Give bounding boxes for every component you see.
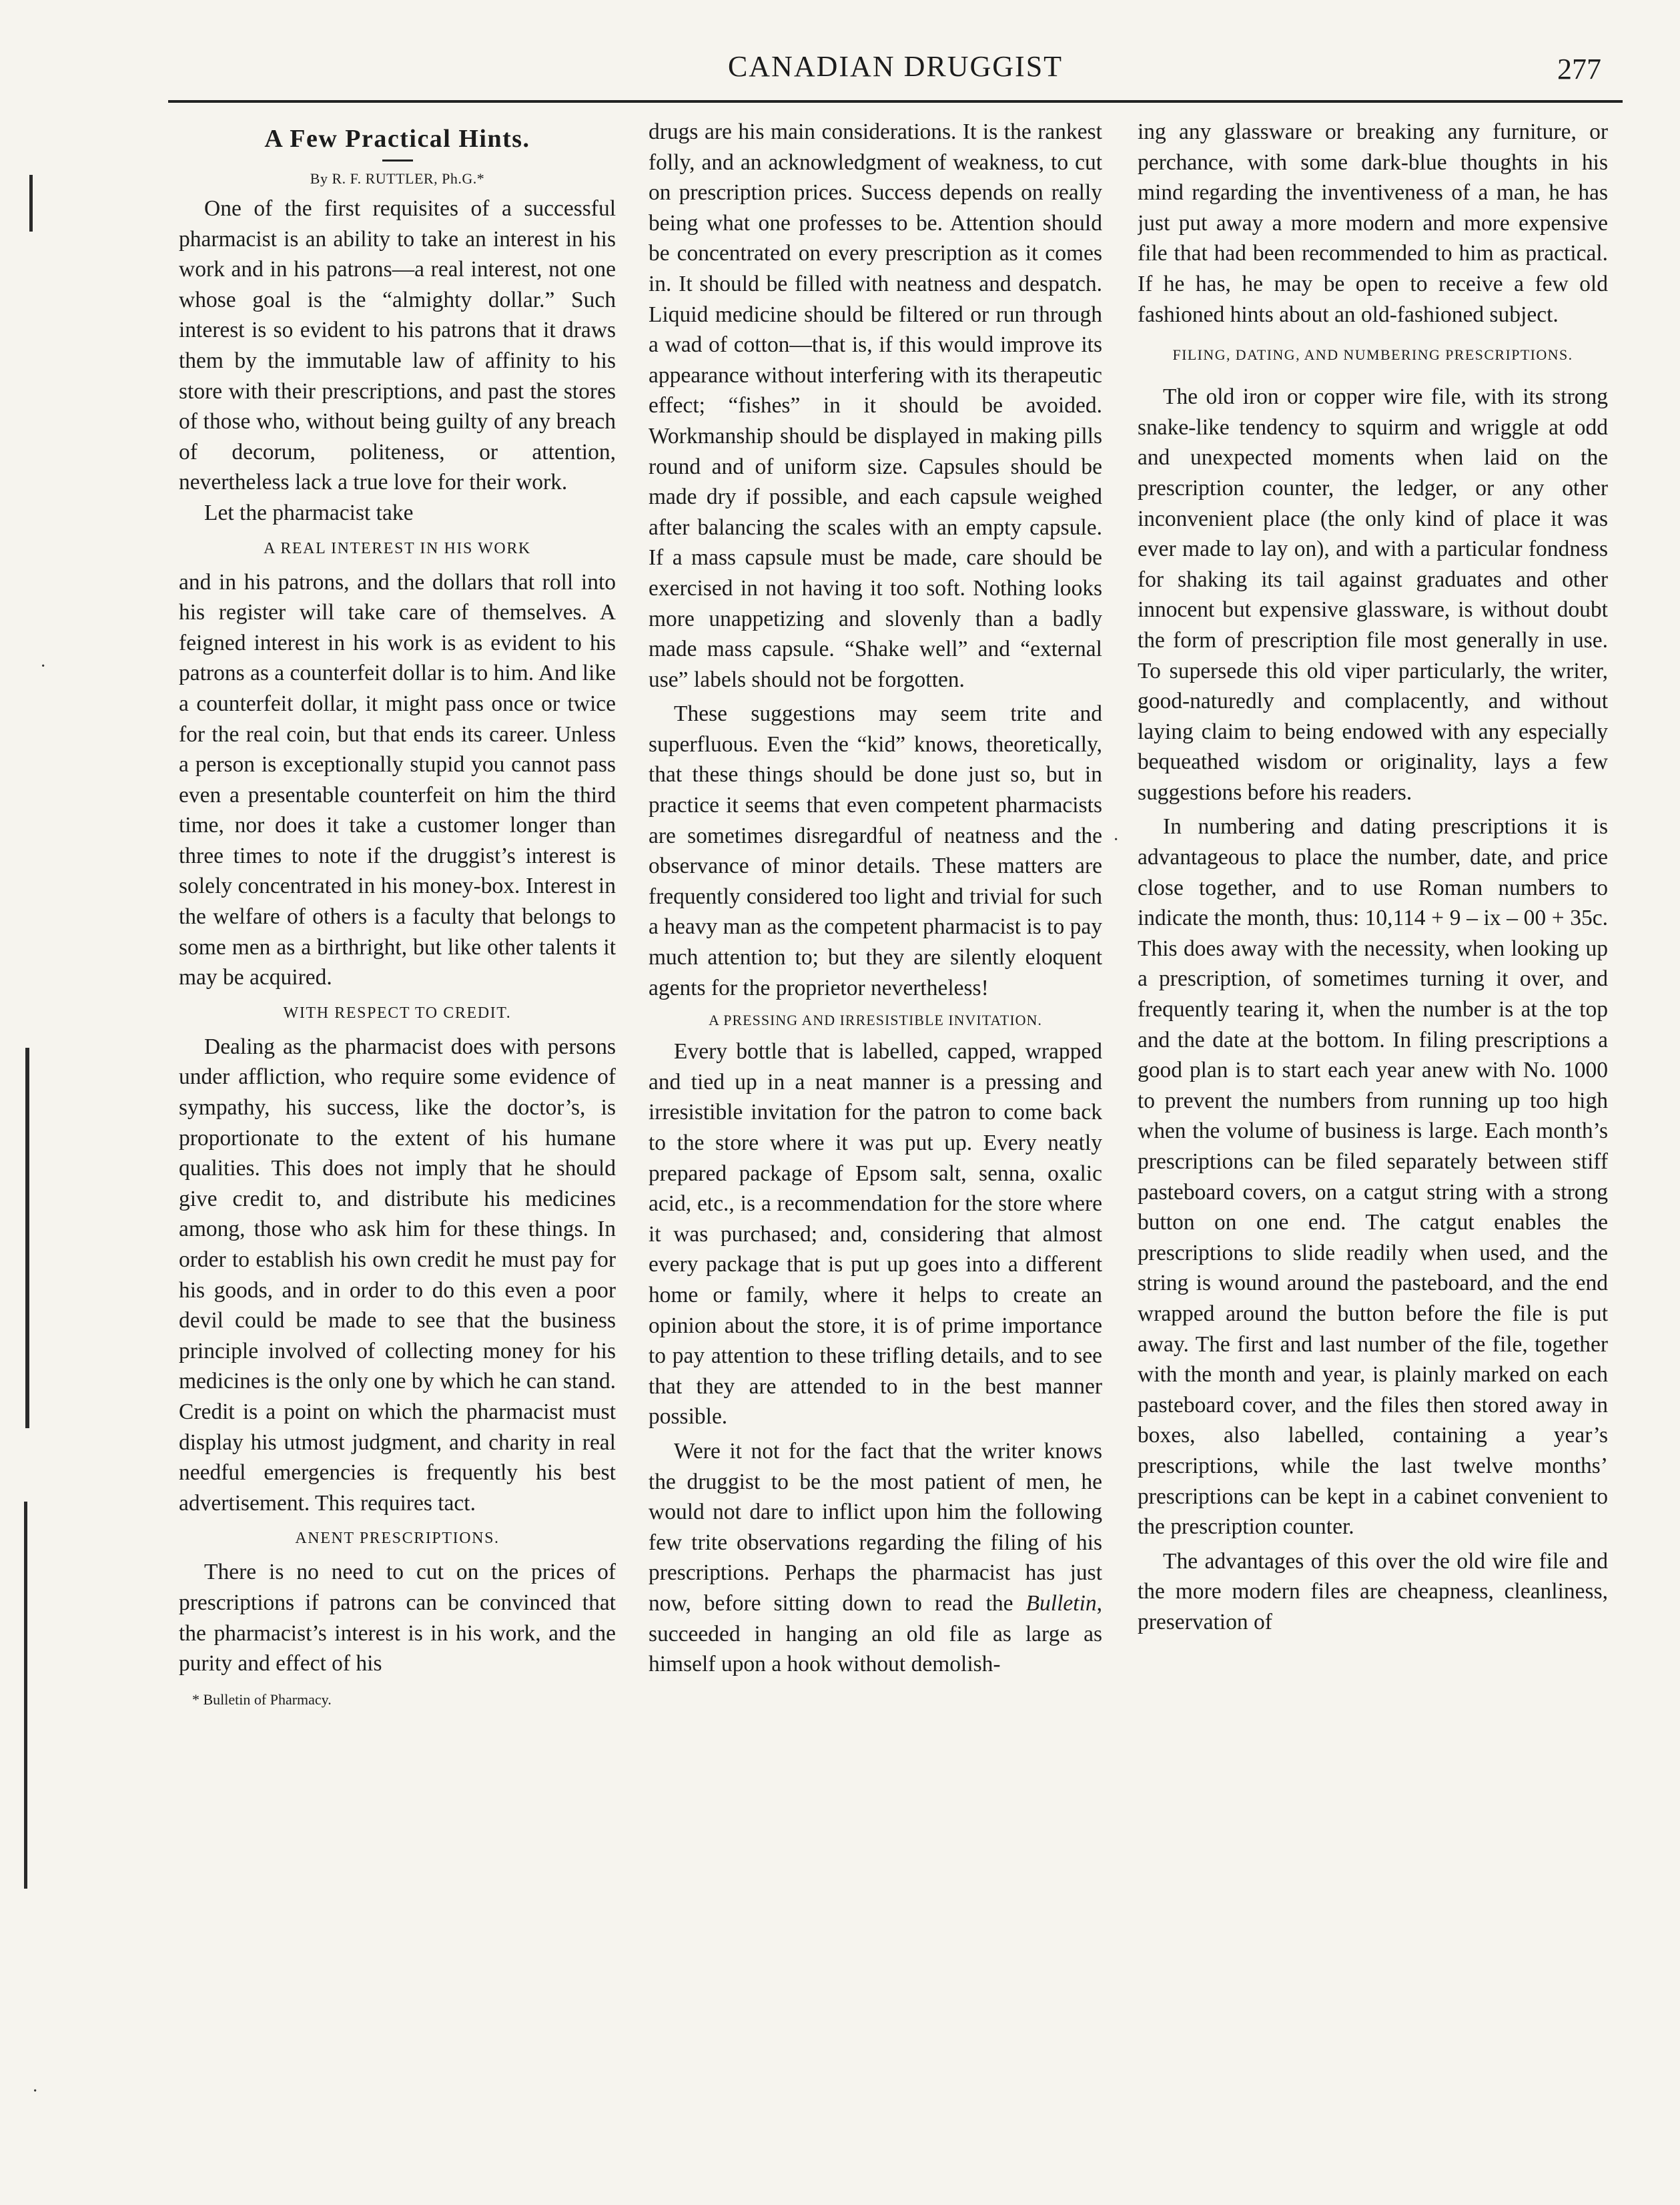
- section-heading: ANENT PRESCRIPTIONS.: [295, 1530, 500, 1548]
- margin-scan-mark: [25, 1048, 29, 1428]
- publication-name: Bulletin: [1025, 1590, 1097, 1616]
- column-1: [179, 117, 616, 2159]
- paragraph: One of the first requisites of a successful pharmacist is an ability to take an interest in his work and in his patrons—a real interest, not one whose goal is the “almighty dollar.” Such interest is so evident to his patrons that it draws them by the immutable law of affinity to his store with their prescriptions, and past the stores of those who, without being guilty of any breach of decorum, politeness, or attention, nevertheless lack a true love for their work.: [179, 196, 616, 495]
- paragraph: In numbering and dating prescriptions it is advantageous to place the number, date, and price close together, and to use Roman numbers to indicate the month, thus: 10,114 + 9 – ix – 00 + 35c. This does away with the necessity, when looking up a prescription, of sometimes turning it over, and frequently tearing it, when the number is at the top and the date at the bottom. In filing prescriptions a good plan is to start each year anew with No. 1000 to prevent the numbers from running up too high when the volume of business is large. Each month’s prescriptions can be filed separately between stiff pasteboard covers, on a catgut string with a strong button on one end. The catgut enables the prescriptions to slide readily when used, and the string is wound around the pasteboard, and the end wrapped around the button before the file is put away. The first and last number of the file, together with the month and year, is plainly marked on each pasteboard cover, and the files then stored away in boxes, also labelled, containing a year’s prescriptions, while the last twelve months’ prescriptions can be kept in a cabinet convenient to the prescription counter.: [1138, 814, 1608, 1540]
- paragraph: Every bottle that is labelled, capped, wrapped and tied up in a neat manner is a pressing and irresistible invitation for the patron to come back to the store where it was put up. Every neatly prepared package of Epsom salt, senna, oxalic acid, etc., is a recommendation for the store where it was purchased; and, considering that almost every package that is put up goes into a different home or family, where it helps to create an opinion about the store, it is of prime importance to pay attention to these trifling details, and to see that they are attended to in the best manner possible.: [649, 1039, 1102, 1430]
- byline: By R. F. RUTTLER, Ph.G.*: [310, 170, 485, 187]
- section-heading: A REAL INTEREST IN HIS WORK: [264, 539, 531, 557]
- paragraph: The old iron or copper wire file, with its strong snake-like tendency to squirm and wriggle at odd and unexpected moments when laid on the prescription counter, the ledger, or any other inconvenient place (the only kind of place it was ever made to lay on), and with a particular fondness for shaking its tail against graduates and other innocent but expensive glassware, is without doubt the form of prescription file most generally in use. To supersede this old viper particularly, the writer, good-naturedly and complacently, and without laying claim to being endowed with any especially bequeathed wisdom or originality, lays a few suggestions before his readers.: [1138, 384, 1608, 805]
- header-rule: [168, 100, 1623, 103]
- paragraph: Let the pharmacist take: [204, 500, 414, 525]
- margin-scan-mark: [24, 1502, 27, 1889]
- footnote: * Bulletin of Pharmacy.: [192, 1690, 332, 1708]
- paragraph-text: Were it not for the fact that the writer knows the druggist to be the most patient of men, he would not dare to inflict upon him the following few trite observations regarding the filing of his prescriptions. Perhaps the pharmacist has just now, before sitting down to read the: [649, 1438, 1102, 1616]
- paragraph: The advantages of this over the old wire file and the more modern files are cheapness, cleanliness, preservation of: [1138, 1548, 1608, 1634]
- margin-scan-mark: [29, 175, 33, 232]
- margin-speck: ·: [32, 2081, 39, 2102]
- column-speck: ·: [1113, 830, 1120, 850]
- paragraph: These suggestions may seem trite and superfluous. Even the “kid” knows, theoretically, that these things should be done just so, but in practice it seems that even competent pharmacists are sometimes disregardful of neatness and the observance of minor details. These matters are frequently considered too light and trivial for such a heavy man as the competent pharmacist is to pay much attention to; but they are silently eloquent agents for the proprietor nevertheless!: [649, 701, 1102, 1000]
- paragraph-text: , succeeded in hanging an old file as large as himself upon a hook without demolish-: [649, 1590, 1102, 1677]
- paragraph: ing any glassware or breaking any furniture, or perchance, with some dark-blue thoughts in his mind regarding the inventiveness of a man, he has just put away a more modern and more expensive file that had been recommended to him as practical. If he has, he may be open to receive a few old fashioned hints about an old-fashioned subject.: [1138, 119, 1608, 327]
- paragraph: and in his patrons, and the dollars that roll into his register will take care of themselves. A feigned interest in his work is as evident to his patrons as a counterfeit dollar is to him. And like a counterfeit dollar, it might pass once or twice for the real coin, but that ends its career. Unless a person is exceptionally stupid you cannot pass even a presentable counterfeit on him the third time, nor does it take a customer longer than three times to note if the druggist’s interest is solely concentrated in his money-box. Interest in the welfare of others is a faculty that belongs to some men as a birthright, but like other talents it may be acquired.: [179, 569, 616, 990]
- article-title: A Few Practical Hints.: [264, 125, 530, 153]
- section-heading: WITH RESPECT TO CREDIT.: [283, 1004, 512, 1022]
- paragraph: There is no need to cut on the prices of prescriptions if patrons can be convinced that the pharmacist’s interest is in his work, and the purity and effect of his: [179, 1560, 616, 1676]
- column-2: [649, 117, 1102, 2159]
- paragraph: [649, 1436, 1102, 1680]
- paragraph: drugs are his main considerations. It is the rankest folly, and an acknowledgment of weakness, to cut on prescription prices. Success depends on really being what one professes to be. Attention should be concentrated on every prescription as it comes in. It should be filled with neatness and despatch. Liquid medicine should be filtered or run through a wad of cotton—that is, if this would improve its appearance without interfering with its therapeutic effect; “fishes” in it should be avoided. Workmanship should be displayed in making pills round and of uniform size. Capsules should be made dry if possible, and each capsule weighed after balancing the scales with an empty capsule. If a mass capsule must be made, care should be exercised in not having it too soft. Nothing looks more unappetizing and slovenly than a badly made mass capsule. “Shake well” and “external use” labels should not be forgotten.: [649, 119, 1102, 692]
- title-dash: [382, 160, 413, 162]
- margin-speck: ·: [40, 656, 47, 677]
- section-heading: A PRESSING AND IRRESISTIBLE INVITATION.: [709, 1012, 1042, 1029]
- journal-title: CANADIAN DRUGGIST: [727, 50, 1064, 83]
- page-number: 277: [1557, 53, 1601, 85]
- running-head: [0, 47, 1680, 93]
- column-3: [1138, 117, 1608, 2159]
- paragraph: Dealing as the pharmacist does with persons under affliction, who require some evidence of sympathy, his success, like the doctor’s, is proportionate to the extent of his humane qualities. This does not imply that he should give credit to, and distribute his medicines among, those who ask him for these things. In order to establish his own credit he must pay for his goods, and in order to do this even a poor devil could be made to see that the business principle involved of collecting money for his medicines is the only one by which he can stand. Credit is a point on which the pharmacist must display his utmost judgment, and charity in real needful emergencies is frequently his best advertisement. This requires tact.: [179, 1034, 616, 1516]
- section-heading: FILING, DATING, AND NUMBERING PRESCRIPTIONS.: [1172, 346, 1573, 364]
